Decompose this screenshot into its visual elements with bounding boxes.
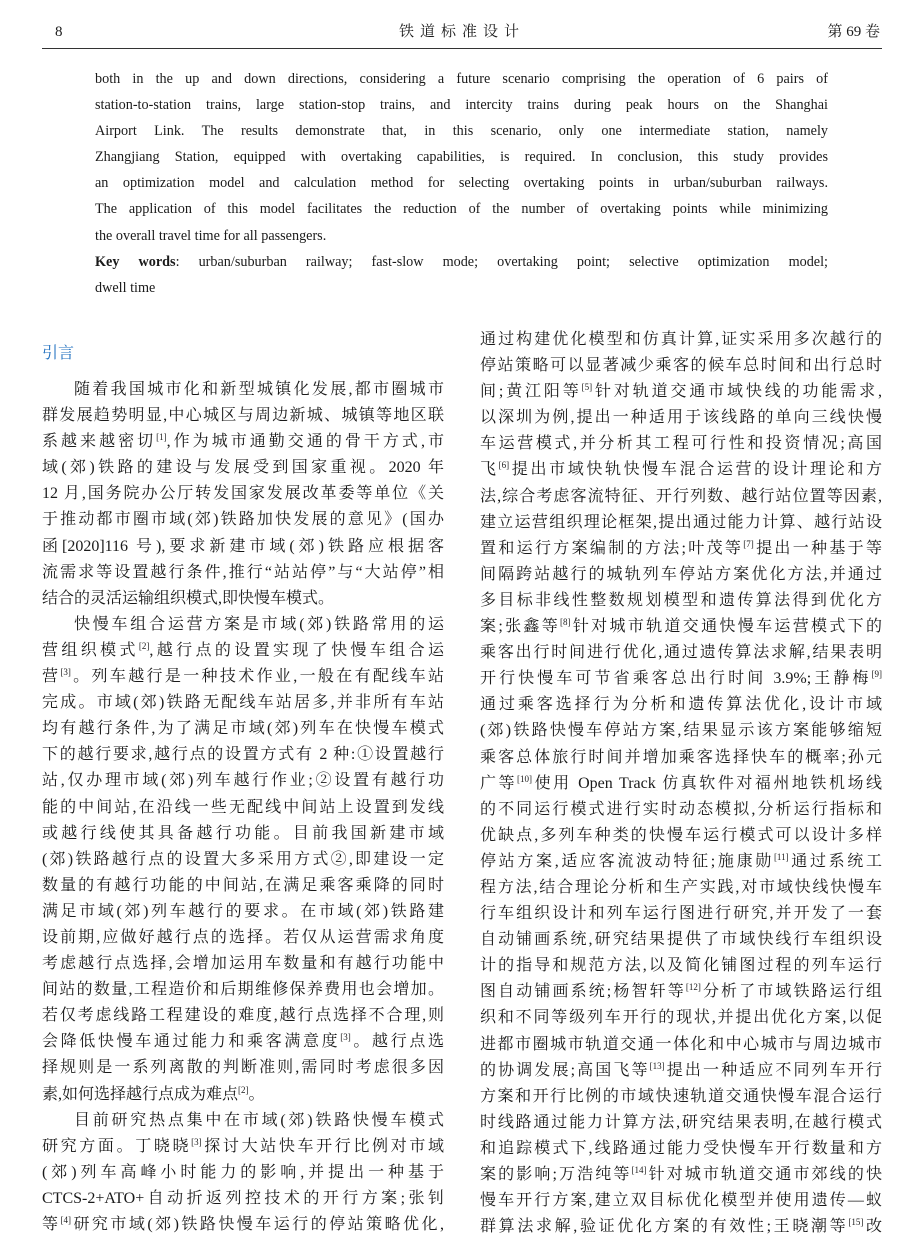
text-line: 于推动都市圈市域(郊)铁路加快发展的意见》(国办: [42, 511, 444, 529]
text-line: 进都市圈城市轨道交通一体化和中心城市与周边城市: [480, 1035, 882, 1053]
text-line: 以深圳为例,提出一种适用于该线路的单向三线快慢: [480, 409, 882, 427]
text-line: 置和运行方案编制的方法;叶茂等[7]提出一种基于等: [480, 538, 882, 557]
text-line: 法,综合考虑客流特征、开行列数、越行站位置等因素,: [480, 487, 882, 505]
citation-marker[interactable]: [7]: [743, 538, 754, 549]
text-line: 若仅考虑线路工程建设的难度,越行点选择不合理,则: [42, 1007, 444, 1025]
text-line: 间;黄江阳等[5]针对轨道交通市域快线的功能需求,: [480, 382, 882, 401]
text-line: CTCS-2+ATO+自动折返列控技术的开行方案;张钊: [42, 1189, 444, 1207]
text-line: 停站方案,适应客流波动特征;施康勋[11]通过系统工: [480, 851, 882, 870]
text-line: 随着我国城市化和新型城镇化发展,都市圈城市: [74, 381, 444, 398]
text-line: 研究方面。丁晓晓[3]探讨大站快车开行比例对市域: [42, 1136, 444, 1155]
text-line: 车运营模式,并分析其工程可行性和投资情况;高国: [480, 435, 882, 453]
body-column-right: [480, 327, 882, 1240]
text-line: 营组织模式[2],越行点的设置实现了快慢车组合运: [42, 640, 444, 659]
citation-marker[interactable]: [15]: [848, 1217, 864, 1228]
citation-marker[interactable]: [2]: [238, 1084, 249, 1095]
text-line: 案;张鑫等[8]针对城市轨道交通快慢车运营模式下的: [480, 617, 882, 636]
text-line: 或越行线使其具备越行功能。目前我国新建市域: [42, 824, 444, 842]
text-line: 目前研究热点集中在市域(郊)铁路快慢车模式: [74, 1111, 444, 1129]
text-line: 间站的数量,工程造价和后期维修保养费用也会增加。: [42, 981, 444, 999]
volume-label: 第 69 卷: [827, 24, 880, 40]
text-line: 案的影响;万浩纯等[14]针对城市轨道交通市郊线的快: [480, 1165, 882, 1183]
text-line: 飞[6]提出市域快轨快慢车混合运营的设计理论和方: [480, 460, 882, 479]
text-line: 域(郊)铁路的建设与发展受到国家重视。2020 年: [42, 459, 444, 477]
text-line: 素,如何选择越行点成为难点[2]。: [42, 1084, 265, 1103]
text-line: 乘客总体旅行时间并增加乘客选择快车的概率;孙元: [480, 748, 882, 766]
header-rule: [42, 48, 882, 49]
citation-marker[interactable]: [4]: [60, 1215, 71, 1225]
text-line: 满足市域(郊)列车越行的要求。在市域(郊)铁路建: [42, 902, 444, 920]
citation-marker[interactable]: [3]: [340, 1032, 351, 1043]
citation-marker[interactable]: [5]: [581, 382, 593, 393]
text-line: 结合的灵活运输组织模式,即快慢车模式。: [42, 589, 335, 607]
text-line: 能的中间站,在沿线一些无配线中间站上设置到发线: [42, 798, 444, 816]
citation-marker[interactable]: [9]: [871, 669, 882, 680]
text-line: 等[4]研究市域(郊)铁路快慢车运行的停站策略优化,: [42, 1215, 444, 1233]
text-line: (郊)铁路快慢车停站方案,结果显示该方案能够缩短: [480, 722, 882, 740]
keywords-line: dwell time: [95, 279, 156, 296]
abstract-line: both in the up and down directions, considering a future scenario comprising the operation of 6 pairs of: [95, 71, 828, 87]
abstract-line: station-to-station trains, large station-stop trains, and intercity trains during peak hours on the Shanghai: [95, 97, 828, 114]
text-line: 数量的有越行功能的中间站,在满足乘客乘降的同时: [42, 876, 444, 894]
text-line: 时线路通过能力计算方法,研究结果表明,在越行模式: [480, 1113, 882, 1131]
abstract: [95, 66, 828, 301]
keywords-text: : urban/suburban railway; fast-slow mode; overtaking point; selective optimization model;: [175, 253, 828, 270]
citation-marker[interactable]: [8]: [560, 617, 571, 628]
text-line: 的不同运行模式进行实时动态模拟,分析运行指标和: [480, 800, 882, 818]
text-line: 织和不同等级列车开行的现状,并提出优化方案,以促: [480, 1009, 882, 1027]
citation-marker[interactable]: [14]: [631, 1165, 647, 1175]
text-line: 设前期,应做好越行点的选择。若仅从运营需求角度: [42, 928, 444, 946]
text-line: 通过乘客选择行为分析和遗传算法优化,设计市域: [480, 696, 882, 714]
text-line: (郊)列车高峰小时能力的影响,并提出一种基于: [42, 1163, 444, 1181]
abstract-line: Zhangjiang Station, equipped with overtaking capabilities, is required. In conclusion, this study provides: [95, 149, 828, 166]
text-line: 12 月,国务院办公厅转发国家发展改革委等单位《关: [42, 485, 444, 503]
text-line: 群算法求解,验证优化方案的有效性;王晓潮等[15]改: [480, 1217, 882, 1236]
keywords-label: Key words: [95, 253, 176, 270]
section-heading: 引言: [42, 343, 75, 362]
text-line: 均有越行条件,为了满足市域(郊)列车在快慢车模式: [42, 720, 444, 738]
keywords-line: [95, 249, 828, 275]
text-line: 通过构建优化模型和仿真计算,证实采用多次越行的: [480, 331, 882, 348]
text-line: 建立运营组织理论框架,提出通过能力计算、越行站设: [480, 513, 882, 531]
text-line: 和追踪模式下,线路通过能力受快慢车开行数量和方: [480, 1139, 882, 1157]
text-line: 优缺点,多列车种类的快慢车运行模式可以设计多样: [480, 826, 882, 844]
text-line: 停站策略可以显著减少乘客的候车总时间和出行总时: [480, 357, 882, 375]
abstract-line: the overall travel time for all passengers.: [95, 227, 327, 244]
text-line: 择规则是一系列离散的判断准则,需同时考虑很多因: [42, 1059, 444, 1077]
text-line: 快慢车组合运营方案是市域(郊)铁路常用的运: [74, 615, 444, 633]
text-line: 完成。市域(郊)铁路无配线车站居多,并非所有车站: [42, 694, 444, 712]
journal-title: 铁道标准设计: [398, 24, 525, 40]
text-line: 的协调发展;高国飞等[13]提出一种适应不同列车开行: [480, 1060, 882, 1079]
text-line: 函[2020]116 号),要求新建市域(郊)铁路应根据客: [42, 537, 444, 555]
abstract-line: The application of this model facilitates the reduction of the number of overtaking points while minimizing: [95, 201, 828, 218]
text-line: 站,仅办理市域(郊)列车越行作业;②设置有越行功: [42, 772, 444, 790]
citation-marker[interactable]: [10]: [517, 773, 533, 784]
page-number: 8: [55, 24, 63, 40]
text-line: 开行快慢车可节省乘客总出行时间 3.9%;王静梅[9]: [480, 669, 882, 688]
text-line: 群发展趋势明显,中心城区与周边新城、城镇等地区联: [42, 407, 444, 425]
text-line: 多目标非线性整数规划模型和遗传算法得到优化方: [480, 591, 882, 609]
citation-marker[interactable]: [6]: [498, 460, 510, 471]
text-line: 计的指导和规范方法,以及简化铺图过程的列车运行: [480, 957, 882, 975]
text-line: 会降低快慢车通过能力和乘客满意度[3]。越行点选: [42, 1032, 444, 1051]
text-line: (郊)铁路越行点的设置大多采用方式②,即建设一定: [42, 850, 444, 868]
text-line: 行车组织设计和列车运行图进行研究,并开发了一套: [480, 905, 882, 923]
citation-marker[interactable]: [13]: [649, 1060, 665, 1071]
text-line: 自动铺画系统,研究结果提供了市域快线行车组织设: [480, 931, 882, 949]
text-line: 考虑越行点选择,会增加运用车数量和有越行功能中: [42, 955, 444, 973]
text-line: 下的越行要求,越行点的设置方式有 2 种:①设置越行: [42, 746, 444, 764]
text-line: 广等[10]使用 Open Track 仿真软件对福州地铁机场线: [480, 773, 882, 792]
abstract-line: an optimization model and calculation method for selecting overtaking points in urban/suburban railways.: [95, 175, 828, 192]
text-line: 乘客出行时间进行优化,通过遗传算法求解,结果表明: [480, 644, 882, 662]
text-line: 营[3]。列车越行是一种技术作业,一般在有配线车站: [42, 667, 444, 686]
text-line: 系越来越密切[1],作为城市通勤交通的骨干方式,市: [42, 432, 444, 451]
text-line: 慢车开行方案,建立双目标优化模型并使用遗传—蚁: [480, 1192, 882, 1210]
citation-marker[interactable]: [3]: [191, 1136, 202, 1147]
abstract-line: Airport Link. The results demonstrate that, in this scenario, only one intermediate station, namely: [95, 123, 828, 140]
citation-marker[interactable]: [11]: [773, 851, 789, 862]
citation-marker[interactable]: [3]: [60, 667, 71, 678]
text-line: 流需求等设置越行条件,推行“站站停”与“大站停”相: [42, 563, 444, 581]
text-line: 程方法,结合理论分析和生产实践,对市域快线快慢车: [480, 878, 882, 896]
citation-marker[interactable]: [12]: [685, 982, 701, 993]
citation-marker[interactable]: [1]: [156, 432, 167, 443]
text-line: 图自动铺画系统;杨智轩等[12]分析了市域铁路运行组: [480, 982, 882, 1001]
text-line: 间隔跨站越行的城轨列车停站方案优化方法,并通过: [480, 565, 882, 583]
citation-marker[interactable]: [2]: [138, 640, 150, 651]
text-line: 方案和开行比例的市域快速轨道交通快慢车混合运行: [480, 1087, 882, 1105]
body-column-left: [42, 377, 444, 1238]
